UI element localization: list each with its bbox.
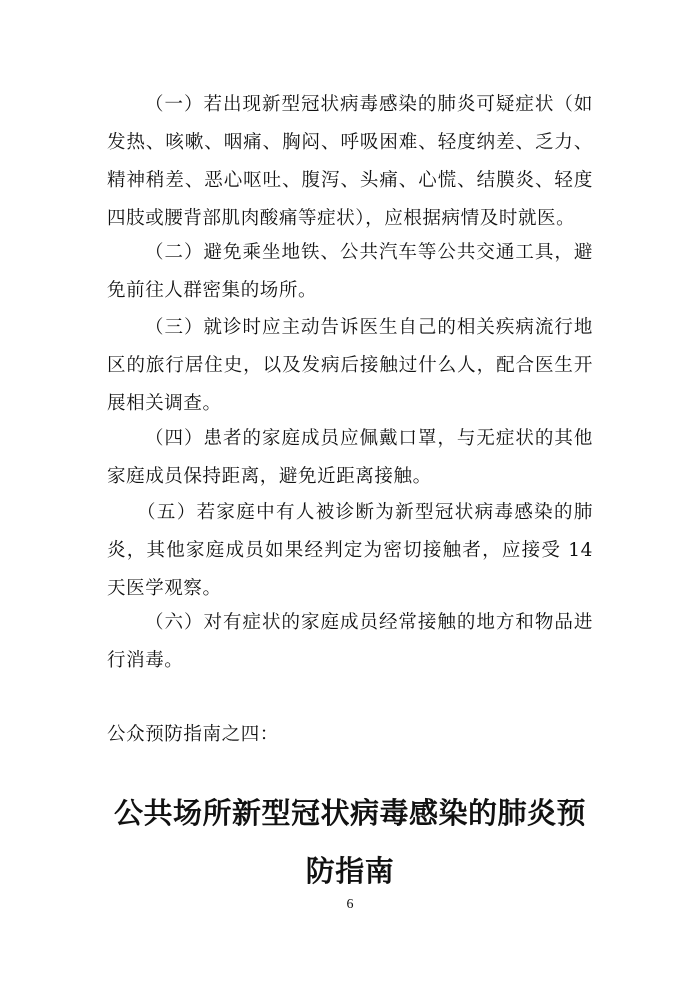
paragraph-5: （五）若家庭中有人被诊断为新型冠状病毒感染的肺炎，其他家庭成员如果经判定为密切接触者，应接受 14 天医学观察。: [107, 502, 593, 599]
paragraph-3: （三）就诊时应主动告诉医生自己的相关疾病流行地区的旅行居住史，以及发病后接触过什么人，配合医生开展相关调查。: [107, 317, 593, 414]
section-title: 公共场所新型冠状病毒感染的肺炎预防指南: [113, 796, 586, 888]
paragraph-4: （四）患者的家庭成员应佩戴口罩，与无症状的其他家庭成员保持距离，避免近距离接触。: [107, 428, 593, 487]
paragraph-6: （六）对有症状的家庭成员经常接触的地方和物品进行消毒。: [107, 612, 593, 671]
page-number: 6: [346, 897, 354, 912]
paragraph-1: （一）若出现新型冠状病毒感染的肺炎可疑症状（如发热、咳嗽、咽痛、胸闷、呼吸困难、轻度纳差、乏力、精神稍差、恶心呕吐、腹泻、头痛、心慌、结膜炎、轻度四肢或腰背部肌肉酸痛等症状），应根据病情及时就医。: [107, 94, 593, 229]
section-lead: 公众预防指南之四：: [107, 724, 279, 745]
paragraph-2: （二）避免乘坐地铁、公共汽车等公共交通工具，避免前往人群密集的场所。: [107, 242, 593, 301]
